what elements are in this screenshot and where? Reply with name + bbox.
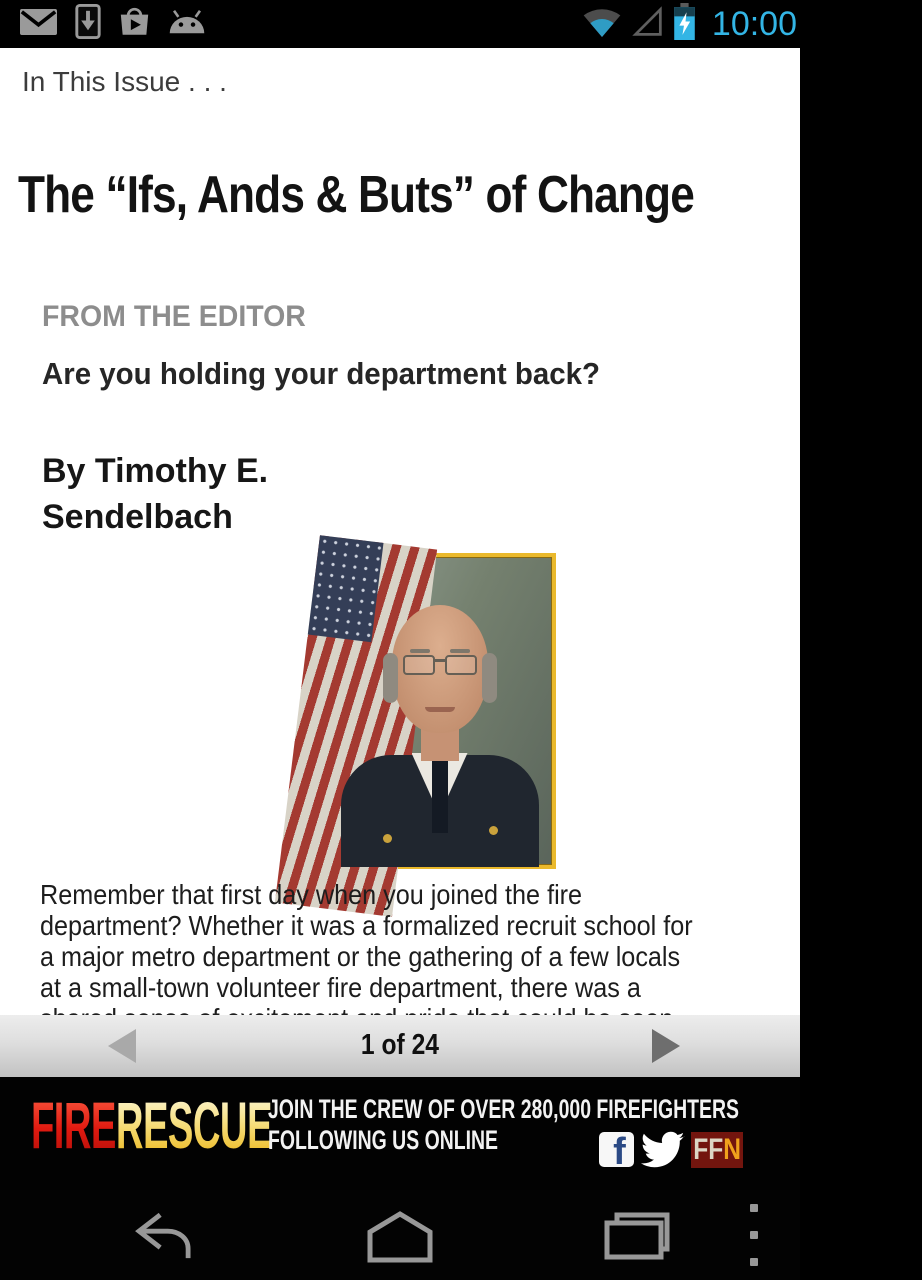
- logo-fire-text: FIRE: [31, 1088, 116, 1162]
- android-navigation-bar: [0, 1190, 800, 1280]
- ffn-icon[interactable]: FFN: [691, 1132, 743, 1168]
- article-page: [0, 48, 800, 1077]
- recent-apps-icon: [601, 1210, 673, 1262]
- clock: 10:00: [711, 5, 797, 43]
- body-line: a major metro department or the gathering of a few locals: [40, 941, 681, 972]
- issue-kicker: In This Issue . . .: [22, 66, 227, 97]
- body-line: at a small-town volunteer fire department, there was a: [40, 972, 641, 1003]
- wifi-icon: [582, 5, 622, 44]
- menu-overflow-button[interactable]: [742, 1204, 766, 1266]
- firerescue-promo-banner[interactable]: [0, 1077, 800, 1190]
- author-photo: [323, 553, 556, 869]
- recent-apps-button[interactable]: [597, 1208, 677, 1264]
- home-button[interactable]: [360, 1208, 440, 1264]
- banner-tagline-line2: FOLLOWING US ONLINE: [268, 1125, 499, 1155]
- banner-tagline-line1: JOIN THE CREW OF OVER 280,000 FIREFIGHTERS: [268, 1094, 739, 1124]
- battery-charging-icon: [673, 3, 696, 45]
- signal-icon: [631, 5, 664, 43]
- section-label: FROM THE EDITOR: [42, 300, 306, 333]
- page-navigation-bar: [0, 1015, 800, 1077]
- body-line: Remember that first day when you joined the fire: [40, 879, 583, 910]
- play-store-icon: [119, 7, 150, 41]
- facebook-icon[interactable]: f: [599, 1132, 634, 1167]
- menu-dot: [750, 1258, 758, 1266]
- home-icon: [361, 1210, 439, 1262]
- back-button[interactable]: [125, 1208, 205, 1264]
- notification-icons: [0, 4, 206, 44]
- gmail-icon: [20, 9, 57, 40]
- page-indicator: 1 of 24: [360, 1029, 440, 1061]
- status-bar: [0, 0, 800, 48]
- article-headline: The “Ifs, Ands & Buts” of Change: [18, 165, 694, 224]
- download-icon: [75, 4, 101, 44]
- article-byline: By Timothy E. Sendelbach: [42, 452, 269, 536]
- next-page-button[interactable]: [652, 1029, 680, 1063]
- menu-dot: [750, 1231, 758, 1239]
- android-icon: [168, 9, 206, 40]
- logo-rescue-text: RESCUE: [115, 1088, 272, 1162]
- menu-dot: [750, 1204, 758, 1212]
- article-body: [40, 879, 785, 1015]
- back-icon: [131, 1210, 199, 1262]
- body-line: department? Whether it was a formalized recruit school for: [40, 910, 693, 941]
- system-status-icons: [582, 0, 800, 48]
- article-subhead: Are you holding your department back?: [42, 356, 600, 391]
- twitter-icon[interactable]: [641, 1132, 685, 1168]
